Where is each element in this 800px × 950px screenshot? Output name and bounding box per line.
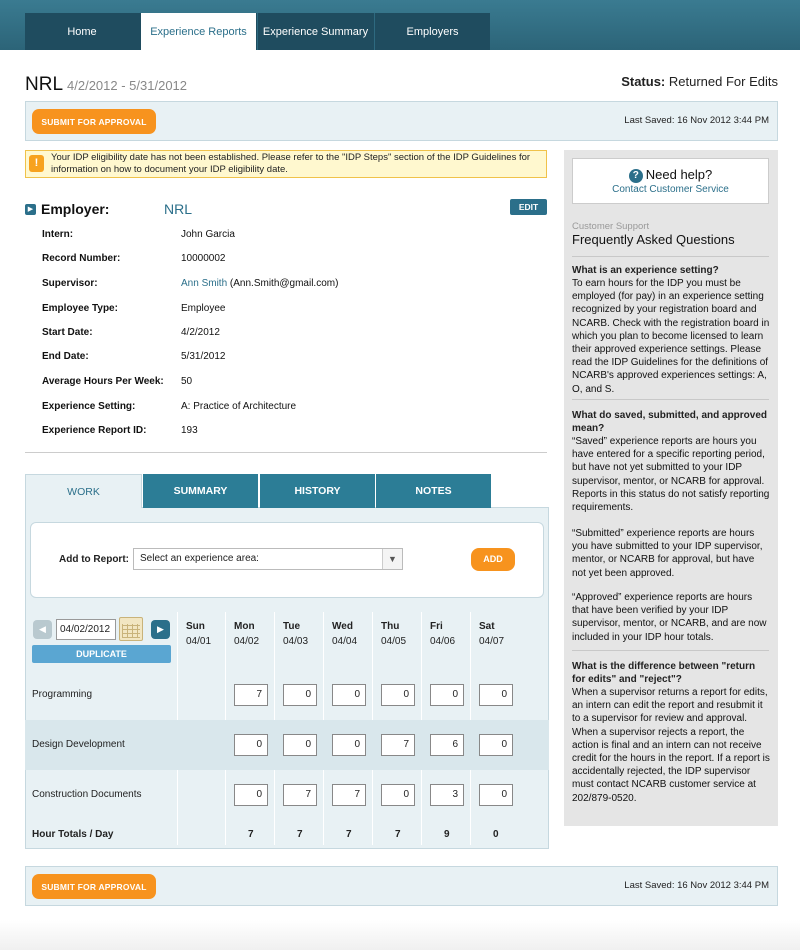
day-header-tue xyxy=(283,621,308,647)
need-help-title xyxy=(573,167,768,183)
hours-input[interactable]: 0 xyxy=(283,734,317,756)
hours-input[interactable]: 0 xyxy=(381,784,415,806)
hours-input[interactable]: 0 xyxy=(234,784,268,806)
hour-total: 7 xyxy=(346,829,352,840)
supervisor-value xyxy=(181,278,338,289)
hour-total: 9 xyxy=(444,829,450,840)
day-header-thu xyxy=(381,621,406,647)
hours-input[interactable]: 0 xyxy=(332,734,366,756)
submit-for-approval-button[interactable]: SUBMIT FOR APPROVAL xyxy=(32,874,156,899)
hour-total: 7 xyxy=(248,829,254,840)
day-name: Mon xyxy=(234,621,255,632)
faq-answer: When a supervisor returns a report for edits, an intern can edit the report and resubmit it to a supervisor for review and approval. When a supervisor rejects a report, the action is final and an intern can not receive credit for the hours in the report. If a report is accidentally rejected, the IDP supervisor must contact NCARB customer service at 202/879-0520. xyxy=(572,687,770,804)
activity-label-programming: Programming xyxy=(32,689,93,700)
faq-question: What is an experience setting? xyxy=(572,265,719,276)
experience-area-select-value: Select an experience area: xyxy=(140,553,259,564)
start-date-label: Start Date: xyxy=(42,327,93,338)
record-number-label: Record Number: xyxy=(42,253,121,264)
submit-for-approval-button[interactable]: SUBMIT FOR APPROVAL xyxy=(32,109,156,134)
faq-title: Frequently Asked Questions xyxy=(572,232,735,247)
start-date-value: 4/2/2012 xyxy=(181,327,220,338)
day-name: Sun xyxy=(186,621,205,632)
end-date-label: End Date: xyxy=(42,351,89,362)
day-date: 04/07 xyxy=(479,636,505,647)
faq-question: What do saved, submitted, and approved mean? xyxy=(572,410,768,434)
faq-answer: To earn hours for the IDP you must be employed (for pay) in an experience setting recognized by your registration board and NCARB. Check with the registration board in which you plan to become licensed to learn their approved experience settings. Please read the IDP Guidelines for the definitions of NCARB's approved experiences settings: A, O, and S. xyxy=(572,278,770,395)
day-name: Tue xyxy=(283,621,301,632)
intern-label: Intern: xyxy=(42,229,74,240)
faq-divider xyxy=(572,256,769,257)
status-value: Returned For Edits xyxy=(668,74,778,89)
day-header-mon xyxy=(234,621,259,647)
hour-total: 0 xyxy=(493,829,499,840)
faq-divider xyxy=(572,650,769,651)
need-help-text: Need help? xyxy=(645,167,713,182)
experience-setting-label: Experience Setting: xyxy=(42,401,136,412)
last-saved-text: Last Saved: 16 Nov 2012 3:44 PM xyxy=(624,880,769,891)
tab-history[interactable]: HISTORY xyxy=(260,474,375,508)
page-bottom-shadow xyxy=(0,920,800,950)
day-date: 04/02 xyxy=(234,636,260,647)
faq-divider xyxy=(572,399,769,400)
faq-question: What is the difference between "return for edits" and "reject"? xyxy=(572,661,756,685)
hour-total: 7 xyxy=(395,829,401,840)
page-title xyxy=(25,74,187,96)
day-header-wed xyxy=(332,621,357,647)
customer-support-label: Customer Support xyxy=(572,221,650,232)
faq-answer: “Saved” experience reports are hours you have entered for a specific reporting period, but have not yet submitted to your IDP supervisor, mentor, or NCARB for approval. Reports in this status do not satisfy reporting requirements. xyxy=(572,436,770,514)
report-dates: 4/2/2012 - 5/31/2012 xyxy=(67,78,188,93)
faq-answer: “Submitted” experience reports are hours you have submitted to your IDP supervisor, mentor, or NCARB for approval, but have not yet been approved. xyxy=(572,528,763,579)
day-date: 04/05 xyxy=(381,636,407,647)
hour-totals-label: Hour Totals / Day xyxy=(32,829,114,840)
tab-work[interactable]: WORK xyxy=(25,474,142,508)
need-help-box xyxy=(572,158,769,204)
add-to-report-label: Add to Report: xyxy=(59,554,129,565)
day-date: 04/01 xyxy=(186,636,212,647)
hours-input[interactable]: 0 xyxy=(381,684,415,706)
hours-input[interactable]: 0 xyxy=(430,684,464,706)
experience-setting-value: A: Practice of Architecture xyxy=(181,401,297,412)
day-name: Thu xyxy=(381,621,400,632)
last-saved-text: Last Saved: 16 Nov 2012 3:44 PM xyxy=(624,115,769,126)
experience-area-select[interactable] xyxy=(133,548,403,570)
hours-input[interactable]: 6 xyxy=(430,734,464,756)
day-date: 04/06 xyxy=(430,636,456,647)
hours-input[interactable]: 0 xyxy=(479,784,513,806)
hours-input[interactable]: 7 xyxy=(332,784,366,806)
eligibility-notice xyxy=(25,150,547,178)
status-label: Status: xyxy=(621,74,666,89)
prev-week-icon[interactable]: ◀ xyxy=(33,620,52,639)
report-id-value: 193 xyxy=(181,425,198,436)
tab-notes[interactable]: NOTES xyxy=(376,474,491,508)
hours-input[interactable]: 0 xyxy=(234,734,268,756)
day-header-sat xyxy=(479,621,504,647)
tab-summary[interactable]: SUMMARY xyxy=(143,474,258,508)
supervisor-email: (Ann.Smith@gmail.com) xyxy=(229,278,339,289)
day-header-fri xyxy=(430,621,455,647)
next-week-icon[interactable]: ▶ xyxy=(151,620,170,639)
avg-hours-label: Average Hours Per Week: xyxy=(42,376,164,387)
notice-text: Your IDP eligibility date has not been established. Please refer to the "IDP Steps" section of the IDP Guidelines for information on how to document your IDP eligibility date. xyxy=(51,152,531,175)
duplicate-button[interactable]: DUPLICATE xyxy=(32,645,171,663)
hours-input[interactable]: 3 xyxy=(430,784,464,806)
section-divider xyxy=(25,452,547,453)
report-status xyxy=(621,74,778,89)
avg-hours-value: 50 xyxy=(181,376,193,387)
hours-input[interactable]: 7 xyxy=(234,684,268,706)
week-date-input[interactable]: 04/02/2012 xyxy=(56,619,116,640)
nav-tab-home[interactable]: Home xyxy=(67,25,97,38)
add-button[interactable]: ADD xyxy=(471,548,515,571)
day-name: Fri xyxy=(430,621,443,632)
employee-type-value: Employee xyxy=(181,303,226,314)
employee-type-label: Employee Type: xyxy=(42,303,118,314)
hours-input[interactable]: 7 xyxy=(283,784,317,806)
warning-icon: ! xyxy=(29,155,44,172)
activity-label-design-development: Design Development xyxy=(32,739,125,750)
report-id-label: Experience Report ID: xyxy=(42,425,147,436)
report-employer-title: NRL xyxy=(25,74,64,95)
hours-input[interactable]: 0 xyxy=(283,684,317,706)
activity-label-construction-documents: Construction Documents xyxy=(32,789,142,800)
faq-answer: “Approved” experience reports are hours that have been verified by your IDP supervisor, mentor, or NCARB, and are now included in your IDP hour totals. xyxy=(572,592,767,643)
supervisor-name-link[interactable]: Ann Smith xyxy=(181,278,228,289)
end-date-value: 5/31/2012 xyxy=(181,351,226,362)
chevron-down-icon: ▼ xyxy=(382,549,402,569)
day-header-sun xyxy=(186,621,211,647)
day-name: Wed xyxy=(332,621,353,632)
calendar-icon[interactable] xyxy=(119,617,143,641)
hour-total: 7 xyxy=(297,829,303,840)
edit-employer-button[interactable]: EDIT xyxy=(510,199,547,215)
hours-input[interactable]: 7 xyxy=(381,734,415,756)
day-date: 04/04 xyxy=(332,636,358,647)
nav-tab-experience-summary[interactable]: Experience Summary xyxy=(257,13,373,50)
top-action-bar xyxy=(25,101,778,141)
hours-input[interactable]: 0 xyxy=(479,684,513,706)
intern-value: John Garcia xyxy=(181,229,235,240)
employer-name: NRL xyxy=(164,201,193,217)
hours-input[interactable]: 0 xyxy=(479,734,513,756)
day-date: 04/03 xyxy=(283,636,309,647)
day-name: Sat xyxy=(479,621,495,632)
supervisor-label: Supervisor: xyxy=(42,278,98,289)
nav-tab-experience-reports[interactable]: Experience Reports xyxy=(141,13,256,50)
hours-input[interactable]: 0 xyxy=(332,684,366,706)
contact-customer-service-link[interactable]: Contact Customer Service xyxy=(612,184,729,195)
nav-tab-employers[interactable]: Employers xyxy=(374,13,490,50)
collapse-arrow-icon[interactable]: ▶ xyxy=(25,204,36,215)
employer-label: Employer: xyxy=(41,201,110,217)
record-number-value: 10000002 xyxy=(181,253,226,264)
bottom-action-bar xyxy=(25,866,778,906)
help-icon: ? xyxy=(629,169,643,183)
